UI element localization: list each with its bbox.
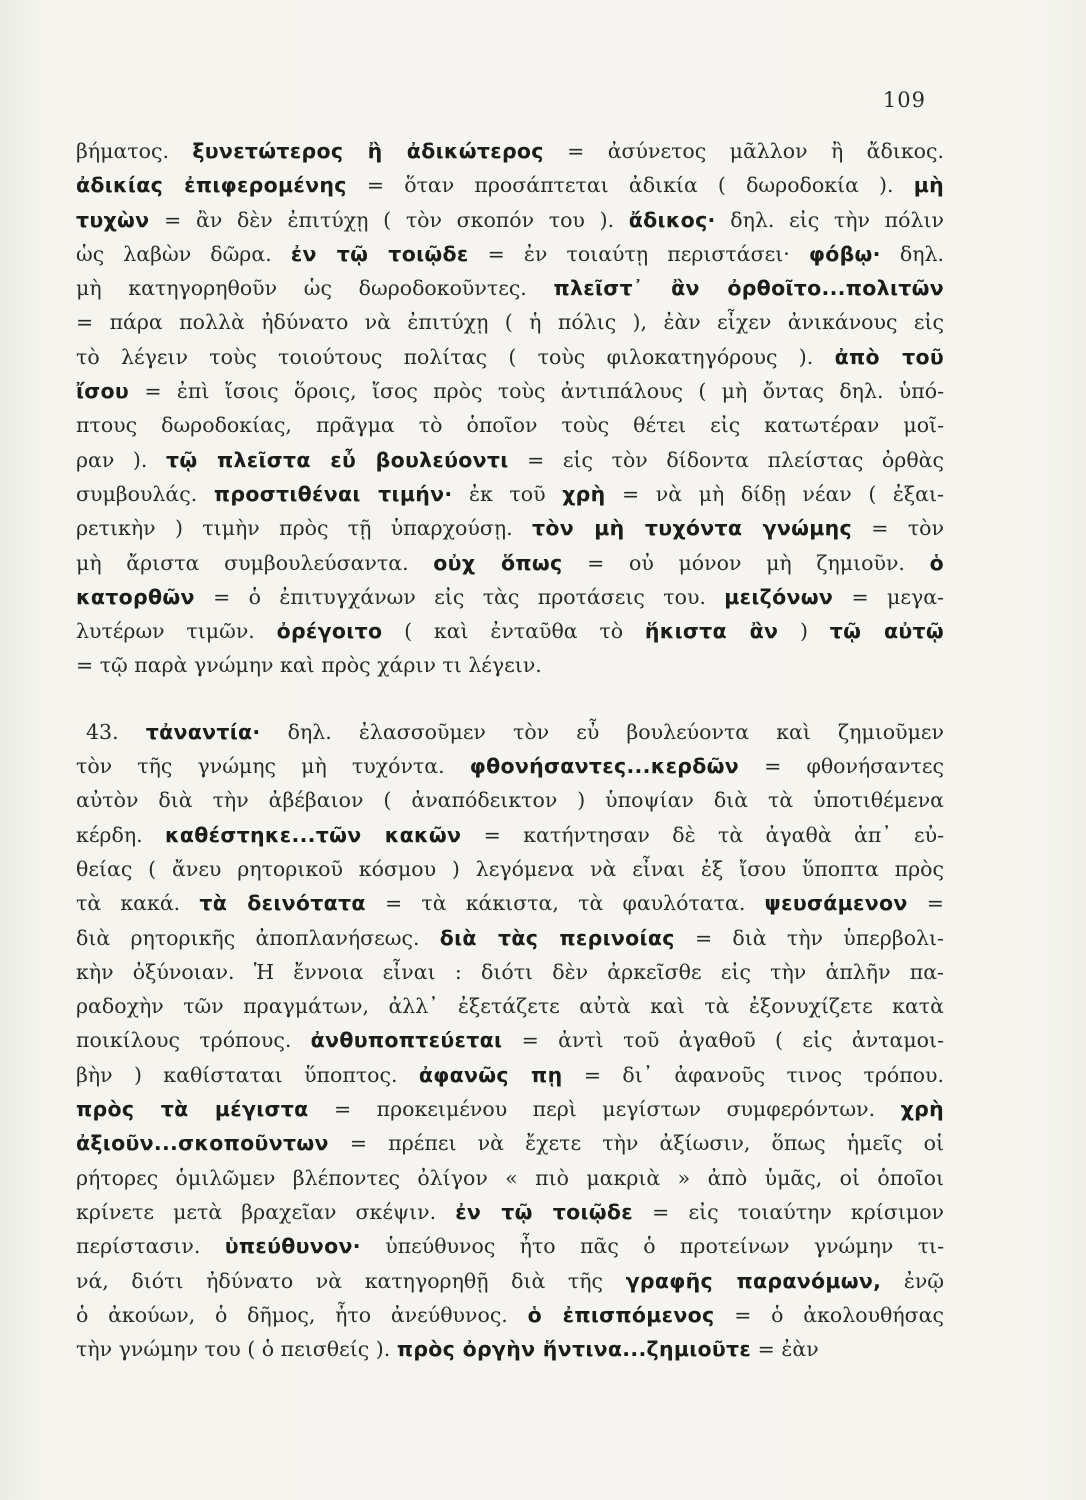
text-line [76,852,944,886]
text-line [76,1298,944,1332]
text-run: = τῷ παρὰ γνώμην καὶ πρὸς χάριν τι λέγειν. [76,653,542,678]
text-line [76,271,944,305]
text-run: ἐνῷ [881,1268,944,1293]
text-run: ἐκ τοῦ [452,481,563,506]
text-run: τὰ κακά. [76,891,200,916]
lemma-term: προστιθέναι τιμήν· [213,481,453,506]
lemma-term: πρὸς τὰ μέγιστα [76,1097,309,1122]
text-run: = κατήντησαν δὲ τὰ ἀγαθὰ ἀπ᾽ εὐ- [461,822,944,847]
lemma-term: μειζόνων [724,584,834,609]
text-run: = εἰς τοιαύτην κρίσιμον [633,1199,944,1224]
lemma-term: τὸν μὴ τυχόντα γνώμης [531,516,852,541]
text-run: ρετικὴν ) τιμὴν πρὸς τῇ ὑπαρχούσῃ. [76,516,532,541]
commentary-text [76,134,944,1366]
text-run: δηλ. ἐλασσοῦμεν τὸν εὖ βουλεύοντα καὶ ζημιοῦμεν [260,719,944,744]
lemma-term: ὁ ἐπισπόμενος [527,1302,715,1327]
text-line [76,818,944,852]
text-line [76,408,944,442]
lemma-term: ἄδικος· [628,207,716,232]
text-run: = τὸν [851,516,944,541]
lemma-term: τἀναντία· [145,719,261,744]
text-run: περίστασιν. [76,1234,225,1259]
lemma-term: ἐν τῷ τοιῷδε [290,241,469,266]
text-run: ραν ). [76,447,167,472]
text-line [76,1195,944,1229]
text-run: κέρδη. [76,822,166,847]
text-run: τὸν τῆς γνώμης μὴ τυχόντα. [76,754,470,779]
lemma-term: ὑπεύθυνον· [224,1234,361,1259]
text-run: ὑπεύθυνος ἦτο πᾶς ὁ προτείνων γνώμην τι- [360,1234,944,1259]
text-run: = ὁ ἐπιτυγχάνων εἰς τὰς προτάσεις του. [194,584,725,609]
lemma-term: ἀξιοῦν...σκοποῦντων [76,1131,329,1156]
text-run: = οὐ μόνον μὴ ζημιοῦν. [562,550,930,575]
text-run: = τὰ κάκιστα, τὰ φαυλότατα. [365,891,765,916]
text-run: βὴν ) καθίσταται ὕποπτος. [76,1062,419,1087]
lemma-term: ἐν τῷ τοιῷδε [455,1199,634,1224]
lemma-term: χρὴ [562,481,606,506]
text-line [76,783,944,817]
text-run: αὐτὸν διὰ τὴν ἀβέβαιον ( ἀναπόδεικτον ) ὑποψίαν διὰ τὰ ὑποτιθέμενα [76,788,944,813]
lemma-term: ἴσου [76,379,130,404]
text-run: = [907,891,944,916]
lemma-term: ψευσάμενον [764,891,908,916]
text-run: δηλ. εἰς τὴν πόλιν [715,207,944,232]
text-run: τὴν γνώμην του ( ὁ πεισθείς ). [76,1337,397,1362]
text-run: διὰ ρητορικῆς ἀποπλανήσεως. [76,925,440,950]
paragraph-gap [76,683,944,715]
text-line [76,1126,944,1160]
text-line [76,1058,944,1092]
text-run: = διὰ τὴν ὑπερβολι- [674,925,944,950]
lemma-term: οὐχ ὅπως [433,550,563,575]
text-run: ὡς λαβὼν δῶρα. [76,241,291,266]
text-line [76,1161,944,1195]
text-run: = ἀσύνετος μᾶλλον ἢ ἄδικος. [543,139,944,163]
lemma-term: ὀρέγοιτο [276,619,383,644]
lemma-term: ἀδικίας ἐπιφερομένης [76,173,347,198]
text-line [76,1229,944,1263]
page-number: 109 [882,88,926,112]
text-run: ραδοχὴν τῶν πραγμάτων, ἀλλ᾽ ἐξετάζετε αὐτὰ καὶ τὰ ἐξονυχίζετε κατὰ [76,994,944,1019]
text-run: μὴ ἄριστα συμβουλεύσαντα. [76,550,434,575]
text-line [76,203,944,237]
text-run: ( καὶ ἐνταῦθα τὸ [382,619,645,644]
lemma-term: ὁ [929,550,944,575]
lemma-term: φθονήσαντες...κερδῶν [469,754,740,779]
text-line [76,580,944,614]
lemma-term: καθέστηκε...τῶν κακῶν [165,822,462,847]
text-run: = νὰ μὴ δίδῃ νέαν ( ἐξαι- [605,481,944,506]
text-line [76,134,944,168]
text-run: 43. [86,719,146,744]
text-line [76,305,944,339]
lemma-term: γραφῆς παρανόμων, [625,1268,882,1293]
text-run: = ὁ ἀκολουθήσας [714,1302,944,1327]
text-line [76,1023,944,1057]
lemma-term: τῷ πλεῖστα εὖ βουλεύοντι [166,447,509,472]
text-line [76,237,944,271]
text-line [76,477,944,511]
text-line [76,989,944,1023]
text-line [76,1332,944,1366]
lemma-term: ἀφανῶς πῃ [418,1062,563,1087]
text-run: = ἐπὶ ἴσοις ὅροις, ἴσος πρὸς τοὺς ἀντιπάλους ( μὴ ὄντας δηλ. ὑπό- [129,379,944,404]
text-line [76,749,944,783]
text-run: θείας ( ἄνευ ρητορικοῦ κόσμου ) λεγόμενα νὰ εἶναι ἐξ ἴσου ὕποπτα πρὸς [76,856,944,881]
text-line [76,921,944,955]
lemma-term: τυχὼν [76,207,150,232]
lemma-term: κατορθῶν [76,584,195,609]
text-line [76,1264,944,1298]
text-line [76,443,944,477]
text-run: ποικίλους τρόπους. [76,1028,311,1053]
text-run: = φθονήσαντες [739,754,944,779]
paragraph-42-notes [76,134,944,683]
text-run: κρίνετε μετὰ βραχεῖαν σκέψιν. [76,1199,456,1224]
lemma-term: ξυνετώτερος ἢ ἀδικώτερος [192,139,544,163]
lemma-term: διὰ τὰς περινοίας [439,925,675,950]
text-line [76,546,944,580]
lemma-term: τῷ αὐτῷ [829,619,944,644]
text-run: = πάρα πολλὰ ἠδύνατο νὰ ἐπιτύχῃ ( ἡ πόλις ), ἐὰν εἶχεν ἀνικάνους εἰς [76,310,944,335]
text-run: = ἂν δὲν ἐπιτύχῃ ( τὸν σκοπόν του ). [149,207,629,232]
text-line [76,340,944,374]
text-line [76,955,944,989]
text-run: μὴ κατηγορηθοῦν ὡς δωροδοκοῦντες. [76,276,554,301]
text-run: νά, διότι ἠδύνατο νὰ κατηγορηθῇ διὰ τῆς [76,1268,626,1293]
text-run: = εἰς τὸν δίδοντα πλείστας ὀρθὰς [508,447,944,472]
text-line [76,614,944,648]
lemma-term: ἀνθυποπτεύεται [310,1028,503,1053]
text-line [76,648,944,682]
text-run: συμβουλάς. [76,481,214,506]
lemma-term: πρὸς ὀργὴν ἥντινα...ζημιοῦτε [396,1337,752,1362]
text-line [76,886,944,920]
text-line [76,168,944,202]
text-run: = ὅταν προσάπτεται ἀδικία ( δωροδοκία ). [346,173,914,198]
text-line [76,374,944,408]
text-run: = δι᾽ ἀφανοῦς τινος τρόπου. [562,1062,944,1087]
lemma-term: ἀπὸ τοῦ [834,344,944,369]
lemma-term: χρὴ [900,1097,944,1122]
text-line [76,1092,944,1126]
text-run: = ἐν τοιαύτῃ περιστάσει· [468,241,809,266]
lemma-term: πλεῖστ᾽ ἂν ὀρθοῖτο...πολιτῶν [553,276,944,301]
text-run: = πρέπει νὰ ἔχετε τὴν ἀξίωσιν, ὅπως ἡμεῖς οἱ [328,1131,944,1156]
lemma-term: ἥκιστα ἂν [644,619,779,644]
text-run: λυτέρων τιμῶν. [76,619,277,644]
lemma-term: μὴ [913,173,944,198]
text-run: τὸ λέγειν τοὺς τοιούτους πολίτας ( τοὺς φιλοκατηγόρους ). [76,344,835,369]
text-run: ) [778,619,830,644]
text-run: ρήτορες ὁμιλῶμεν βλέποντες ὀλίγον « πιὸ μακριὰ » ἀπὸ ὑμᾶς, οἱ ὁποῖοι [76,1165,944,1190]
text-run: = ἐὰν [751,1337,819,1362]
text-line [76,715,944,749]
text-run: = μεγα- [833,584,944,609]
lemma-term: φόβῳ· [808,241,881,266]
text-run: κὴν ὀξύνοιαν. Ἡ ἔννοια εἶναι : διότι δὲν ἀρκεῖσθε εἰς τὴν ἁπλῆν πα- [76,959,944,984]
text-run: = προκειμένου περὶ μεγίστων συμφερόντων. [308,1097,901,1122]
text-line [76,511,944,545]
text-run: = ἀντὶ τοῦ ἀγαθοῦ ( εἰς ἀνταμοι- [502,1028,944,1053]
text-run: δηλ. [880,241,944,266]
text-run: ὁ ἀκούων, ὁ δῆμος, ἦτο ἀνεύθυνος. [76,1302,528,1327]
text-run: βήματος. [76,139,193,163]
text-run: πτους δωροδοκίας, πρᾶγμα τὸ ὁποῖον τοὺς θέτει εἰς κατωτέραν μοῖ- [76,413,944,438]
lemma-term: τὰ δεινότατα [199,891,366,916]
paragraph-43-notes [76,715,944,1367]
